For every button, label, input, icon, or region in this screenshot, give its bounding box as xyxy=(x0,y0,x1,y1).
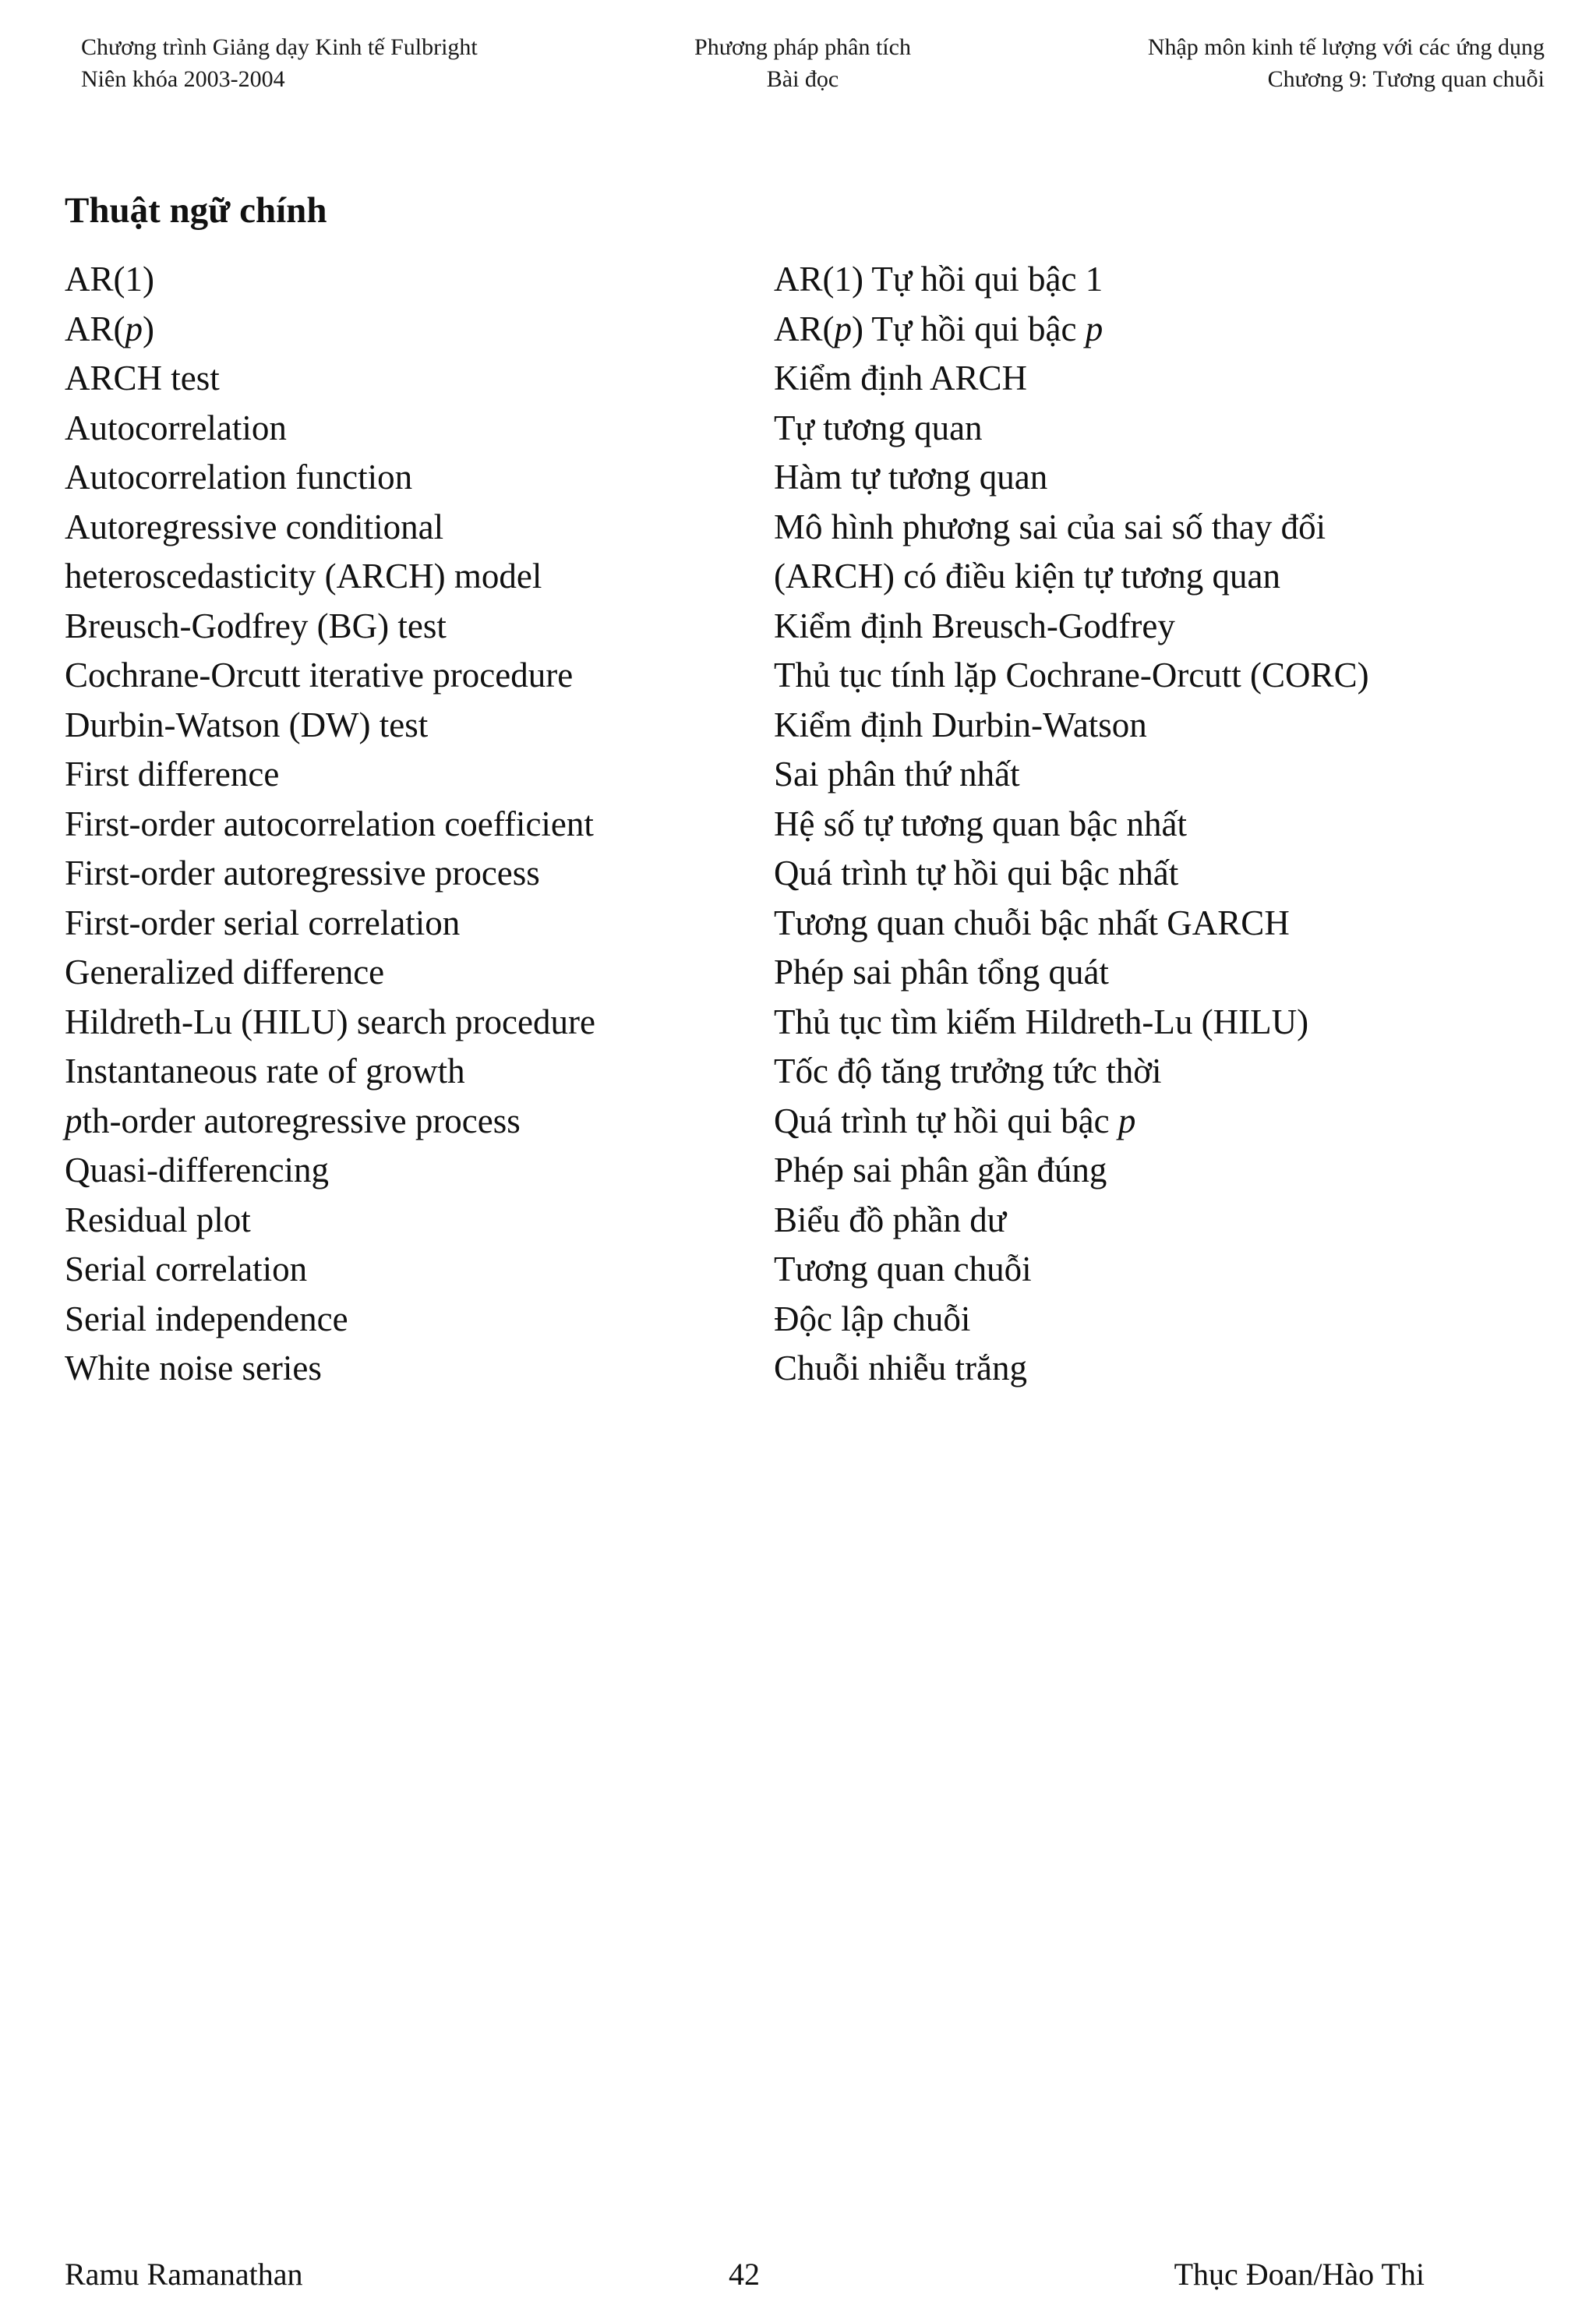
glossary-row xyxy=(65,800,1545,850)
glossary-translation xyxy=(774,1097,1135,1147)
term-text: Residual plot xyxy=(65,1200,251,1239)
glossary-term xyxy=(65,1047,465,1097)
translation-text-suffix: ) Tự hồi qui bậc xyxy=(852,309,1086,348)
translation-text: Tốc độ tăng trưởng tức thời xyxy=(774,1052,1162,1091)
term-text: Generalized difference xyxy=(65,953,385,992)
glossary-term xyxy=(65,849,540,899)
glossary-translation xyxy=(774,948,1109,998)
glossary-term xyxy=(65,503,443,553)
translation-text: Tự tương quan xyxy=(774,408,983,447)
glossary-translation xyxy=(774,998,1308,1048)
glossary-row xyxy=(65,255,1545,305)
header-center xyxy=(686,31,920,95)
glossary-term xyxy=(65,651,573,701)
glossary-row xyxy=(65,552,1545,602)
glossary-row xyxy=(65,1047,1545,1097)
glossary-translation xyxy=(774,602,1175,652)
glossary-translation xyxy=(774,800,1187,850)
term-text: First-order autocorrelation coefficient xyxy=(65,804,594,843)
glossary-translation xyxy=(774,255,1103,305)
term-text: ARCH test xyxy=(65,359,220,398)
term-italic-symbol: p xyxy=(65,1101,83,1140)
header-left xyxy=(81,31,478,95)
glossary-translation xyxy=(774,899,1290,949)
glossary-term xyxy=(65,1245,307,1295)
term-text: First-order autoregressive process xyxy=(65,854,540,893)
page-number: 42 xyxy=(729,2257,760,2292)
glossary-row xyxy=(65,948,1545,998)
term-text: Cochrane-Orcutt iterative procedure xyxy=(65,656,574,695)
glossary-term xyxy=(65,998,595,1048)
glossary-term xyxy=(65,602,447,652)
glossary-translation xyxy=(774,404,983,454)
glossary-row xyxy=(65,899,1545,949)
translation-text: Chuỗi nhiễu trắng xyxy=(774,1349,1027,1388)
term-text: heteroscedasticity (ARCH) model xyxy=(65,557,542,596)
term-text: AR( xyxy=(65,309,125,348)
glossary-row xyxy=(65,1295,1545,1345)
translation-text: Phép sai phân tổng quát xyxy=(774,953,1109,992)
glossary-term xyxy=(65,1097,521,1147)
translation-text: Quá trình tự hồi qui bậc nhất xyxy=(774,854,1179,893)
glossary-translation xyxy=(774,1196,1006,1246)
term-text: First-order serial correlation xyxy=(65,903,461,942)
footer-author: Ramu Ramanathan xyxy=(65,2257,303,2292)
translation-text: (ARCH) có điều kiện tự tương quan xyxy=(774,557,1280,596)
glossary-translation xyxy=(774,1146,1107,1196)
glossary-term xyxy=(65,354,220,404)
term-text: Autoregressive conditional xyxy=(65,507,444,546)
term-text-suffix: th-order autoregressive process xyxy=(82,1101,521,1140)
translation-text: Hàm tự tương quan xyxy=(774,458,1048,497)
term-text: AR(1) xyxy=(65,260,154,299)
header-right xyxy=(1148,31,1545,95)
glossary-term xyxy=(65,453,412,503)
glossary-translation xyxy=(774,701,1147,751)
glossary-row xyxy=(65,750,1545,800)
header-chapter-title: Chương 9: Tương quan chuỗi xyxy=(1267,66,1545,92)
glossary-term xyxy=(65,255,154,305)
translation-italic-symbol: p xyxy=(1118,1101,1136,1140)
glossary-term xyxy=(65,404,287,454)
glossary-term xyxy=(65,1344,322,1394)
glossary-term xyxy=(65,899,460,949)
glossary-row xyxy=(65,651,1545,701)
header-academic-year: Niên khóa 2003-2004 xyxy=(81,66,285,92)
translation-text: Tương quan chuỗi xyxy=(774,1250,1032,1289)
translation-text: Kiểm định ARCH xyxy=(774,359,1028,398)
term-text: Durbin-Watson (DW) test xyxy=(65,705,429,744)
glossary-translation xyxy=(774,503,1326,553)
footer-translators: Thục Đoan/Hào Thi xyxy=(1174,2257,1425,2292)
term-text: Quasi-differencing xyxy=(65,1151,330,1190)
term-text: Serial correlation xyxy=(65,1250,308,1289)
glossary-term xyxy=(65,1146,329,1196)
header-book-title: Nhập môn kinh tế lượng với các ứng dụng xyxy=(1147,34,1545,60)
translation-text: Độc lập chuỗi xyxy=(774,1299,971,1338)
glossary-row xyxy=(65,1245,1545,1295)
term-text: Breusch-Godfrey (BG) test xyxy=(65,606,447,645)
glossary-row xyxy=(65,1196,1545,1246)
translation-text: Mô hình phương sai của sai số thay đổi xyxy=(774,507,1326,546)
translation-text: Quá trình tự hồi qui bậc xyxy=(774,1101,1118,1140)
glossary-translation xyxy=(774,651,1369,701)
glossary-row xyxy=(65,701,1545,751)
glossary-row xyxy=(65,1146,1545,1196)
glossary-translation xyxy=(774,1295,970,1345)
glossary-row xyxy=(65,305,1545,355)
glossary-row xyxy=(65,404,1545,454)
translation-text: Thủ tục tìm kiếm Hildreth-Lu (HILU) xyxy=(774,1002,1309,1041)
glossary-term xyxy=(65,701,428,751)
term-text: Autocorrelation function xyxy=(65,458,413,497)
glossary-row xyxy=(65,849,1545,899)
glossary-table xyxy=(65,255,1545,1394)
translation-text: Hệ số tự tương quan bậc nhất xyxy=(774,804,1187,843)
translation-text: Tương quan chuỗi bậc nhất GARCH xyxy=(774,903,1290,942)
term-italic-symbol: p xyxy=(125,309,143,348)
header-document-type: Bài đọc xyxy=(766,66,839,92)
term-text: Serial independence xyxy=(65,1299,348,1338)
header-course-name: Phương pháp phân tích xyxy=(694,34,911,60)
translation-text: Kiểm định Breusch-Godfrey xyxy=(774,606,1175,645)
term-text: First difference xyxy=(65,755,280,794)
glossary-translation xyxy=(774,750,1020,800)
glossary-translation xyxy=(774,354,1027,404)
glossary-row xyxy=(65,503,1545,553)
glossary-row xyxy=(65,1097,1545,1147)
term-text: Autocorrelation xyxy=(65,408,287,447)
glossary-translation xyxy=(774,849,1178,899)
header-program-name: Chương trình Giảng dạy Kinh tế Fulbright xyxy=(81,34,478,60)
glossary-term xyxy=(65,948,384,998)
glossary-translation xyxy=(774,1344,1027,1394)
glossary-row xyxy=(65,354,1545,404)
translation-text: Phép sai phân gần đúng xyxy=(774,1151,1107,1190)
section-title: Thuật ngữ chính xyxy=(65,190,327,231)
glossary-row xyxy=(65,998,1545,1048)
glossary-translation xyxy=(774,305,1103,355)
translation-text: Kiểm định Durbin-Watson xyxy=(774,705,1147,744)
glossary-translation xyxy=(774,1047,1162,1097)
translation-text: Sai phân thứ nhất xyxy=(774,755,1020,794)
translation-text: Biểu đồ phần dư xyxy=(774,1200,1007,1239)
translation-text: AR(1) Tự hồi qui bậc 1 xyxy=(774,260,1103,299)
page-header xyxy=(0,0,1596,109)
glossary-row xyxy=(65,453,1545,503)
term-text: Instantaneous rate of growth xyxy=(65,1052,465,1091)
page-footer xyxy=(0,2253,1596,2300)
glossary-translation xyxy=(774,552,1280,602)
translation-italic-symbol: p xyxy=(834,309,852,348)
glossary-term xyxy=(65,1196,251,1246)
glossary-term xyxy=(65,800,594,850)
translation-text: AR( xyxy=(774,309,835,348)
term-text: Hildreth-Lu (HILU) search procedure xyxy=(65,1002,595,1041)
translation-italic-symbol: p xyxy=(1085,309,1103,348)
glossary-term xyxy=(65,305,154,355)
glossary-translation xyxy=(774,1245,1032,1295)
glossary-term xyxy=(65,552,542,602)
term-text: White noise series xyxy=(65,1349,322,1388)
glossary-term xyxy=(65,750,279,800)
glossary-row xyxy=(65,602,1545,652)
glossary-term xyxy=(65,1295,348,1345)
glossary-translation xyxy=(774,453,1047,503)
translation-text: Thủ tục tính lặp Cochrane-Orcutt (CORC) xyxy=(774,656,1369,695)
term-text-suffix: ) xyxy=(143,309,154,348)
glossary-row xyxy=(65,1344,1545,1394)
